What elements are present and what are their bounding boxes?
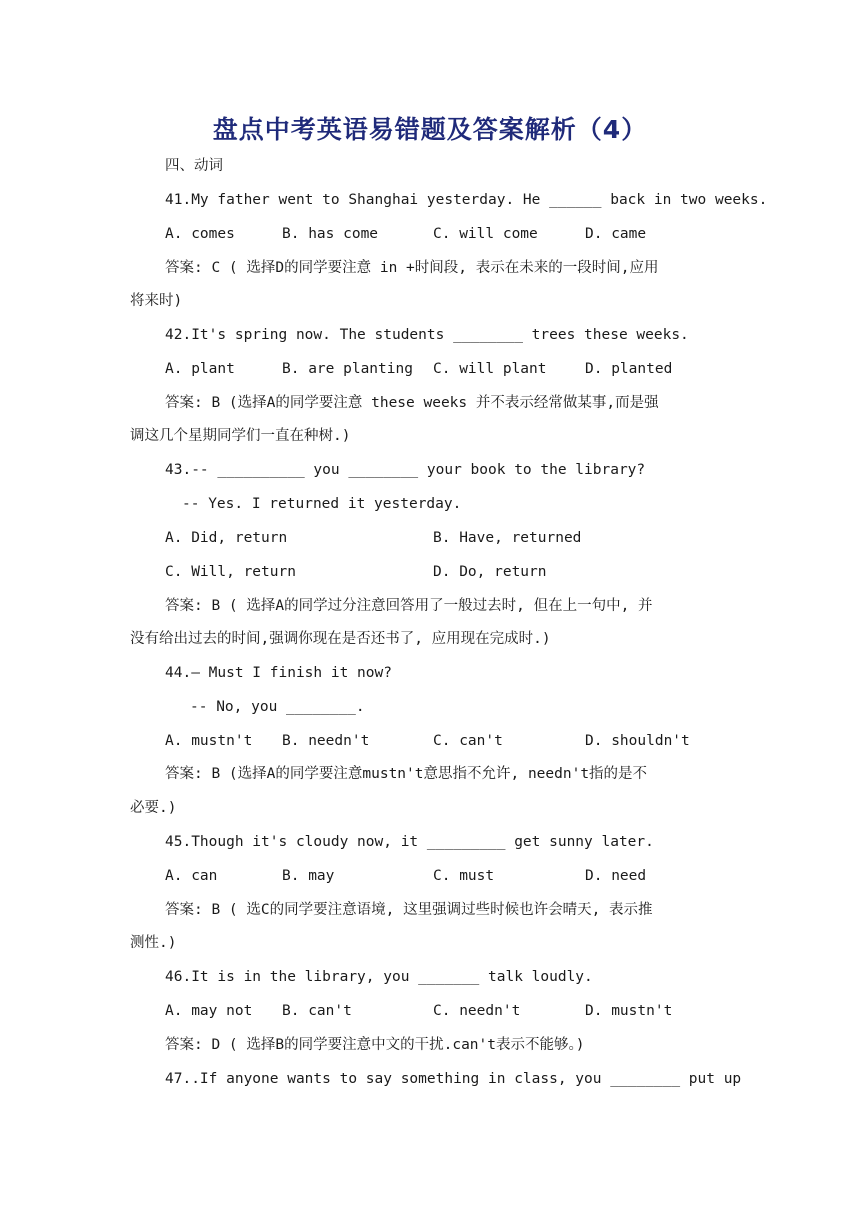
q44-option-c: C. can't [433,733,503,749]
q42-answer-line1: 答案: B (选择A的同学要注意 these weeks 并不表示经常做某事,而是强 [165,395,659,411]
q43-answer-line2: 没有给出过去的时间,强调你现在是否还书了, 应用现在完成时.) [130,631,551,647]
q44-reply: -- No, you ________. [190,699,365,715]
q42-option-d: D. planted [585,361,673,377]
q45-option-c: C. must [433,868,495,884]
section-heading: 四、动词 [165,158,223,174]
q45-option-a: A. can [165,868,218,884]
question-43-stem: 43.-- __________ you ________ your book to the library? [165,462,646,478]
q43-option-d: D. Do, return [433,564,547,580]
q43-answer-line1: 答案: B ( 选择A的同学过分注意回答用了一般过去时, 但在上一句中, 并 [165,598,653,614]
q45-answer-line2: 测性.) [130,935,177,951]
q46-option-c: C. needn't [433,1003,521,1019]
q43-option-a: A. Did, return [165,530,288,546]
q41-option-a: A. comes [165,226,235,242]
question-46-stem: 46.It is in the library, you _______ talk loudly. [165,969,593,985]
q44-option-b: B. needn't [282,733,370,749]
question-47-stem: 47..If anyone wants to say something in class, you ________ put up [165,1071,742,1087]
q41-option-b: B. has come [282,226,379,242]
q46-option-a: A. may not [165,1003,253,1019]
question-44-stem: 44.– Must I finish it now? [165,665,392,681]
q42-option-b: B. are planting [282,361,413,377]
q43-option-c: C. Will, return [165,564,296,580]
q43-reply: -- Yes. I returned it yesterday. [182,496,462,512]
q44-answer-line1: 答案: B (选择A的同学要注意mustn't意思指不允许, needn't指的是不 [165,766,648,782]
q41-option-c: C. will come [433,226,538,242]
question-41-stem: 41.My father went to Shanghai yesterday. He ______ back in two weeks. [165,192,768,208]
q44-answer-line2: 必要.) [130,800,177,816]
q44-option-d: D. shouldn't [585,733,690,749]
q46-option-b: B. can't [282,1003,352,1019]
q43-option-b: B. Have, returned [433,530,582,546]
q45-option-d: D. need [585,868,647,884]
q42-option-c: C. will plant [433,361,547,377]
question-42-stem: 42.It's spring now. The students ________ trees these weeks. [165,327,689,343]
q46-option-d: D. mustn't [585,1003,673,1019]
q46-answer-line1: 答案: D ( 选择B的同学要注意中文的干扰.can't表示不能够。) [165,1037,585,1053]
q44-option-a: A. mustn't [165,733,253,749]
q45-option-b: B. may [282,868,335,884]
q41-answer-line1: 答案: C ( 选择D的同学要注意 in +时间段, 表示在未来的一段时间,应用 [165,260,659,276]
q45-answer-line1: 答案: B ( 选C的同学要注意语境, 这里强调过些时候也许会晴天, 表示推 [165,902,653,918]
question-45-stem: 45.Though it's cloudy now, it _________ get sunny later. [165,834,654,850]
document-title: 盘点中考英语易错题及答案解析（4） [212,115,648,144]
q42-option-a: A. plant [165,361,235,377]
q41-option-d: D. came [585,226,647,242]
q42-answer-line2: 调这几个星期同学们一直在种树.) [130,428,351,444]
q41-answer-line2: 将来时) [130,293,183,309]
